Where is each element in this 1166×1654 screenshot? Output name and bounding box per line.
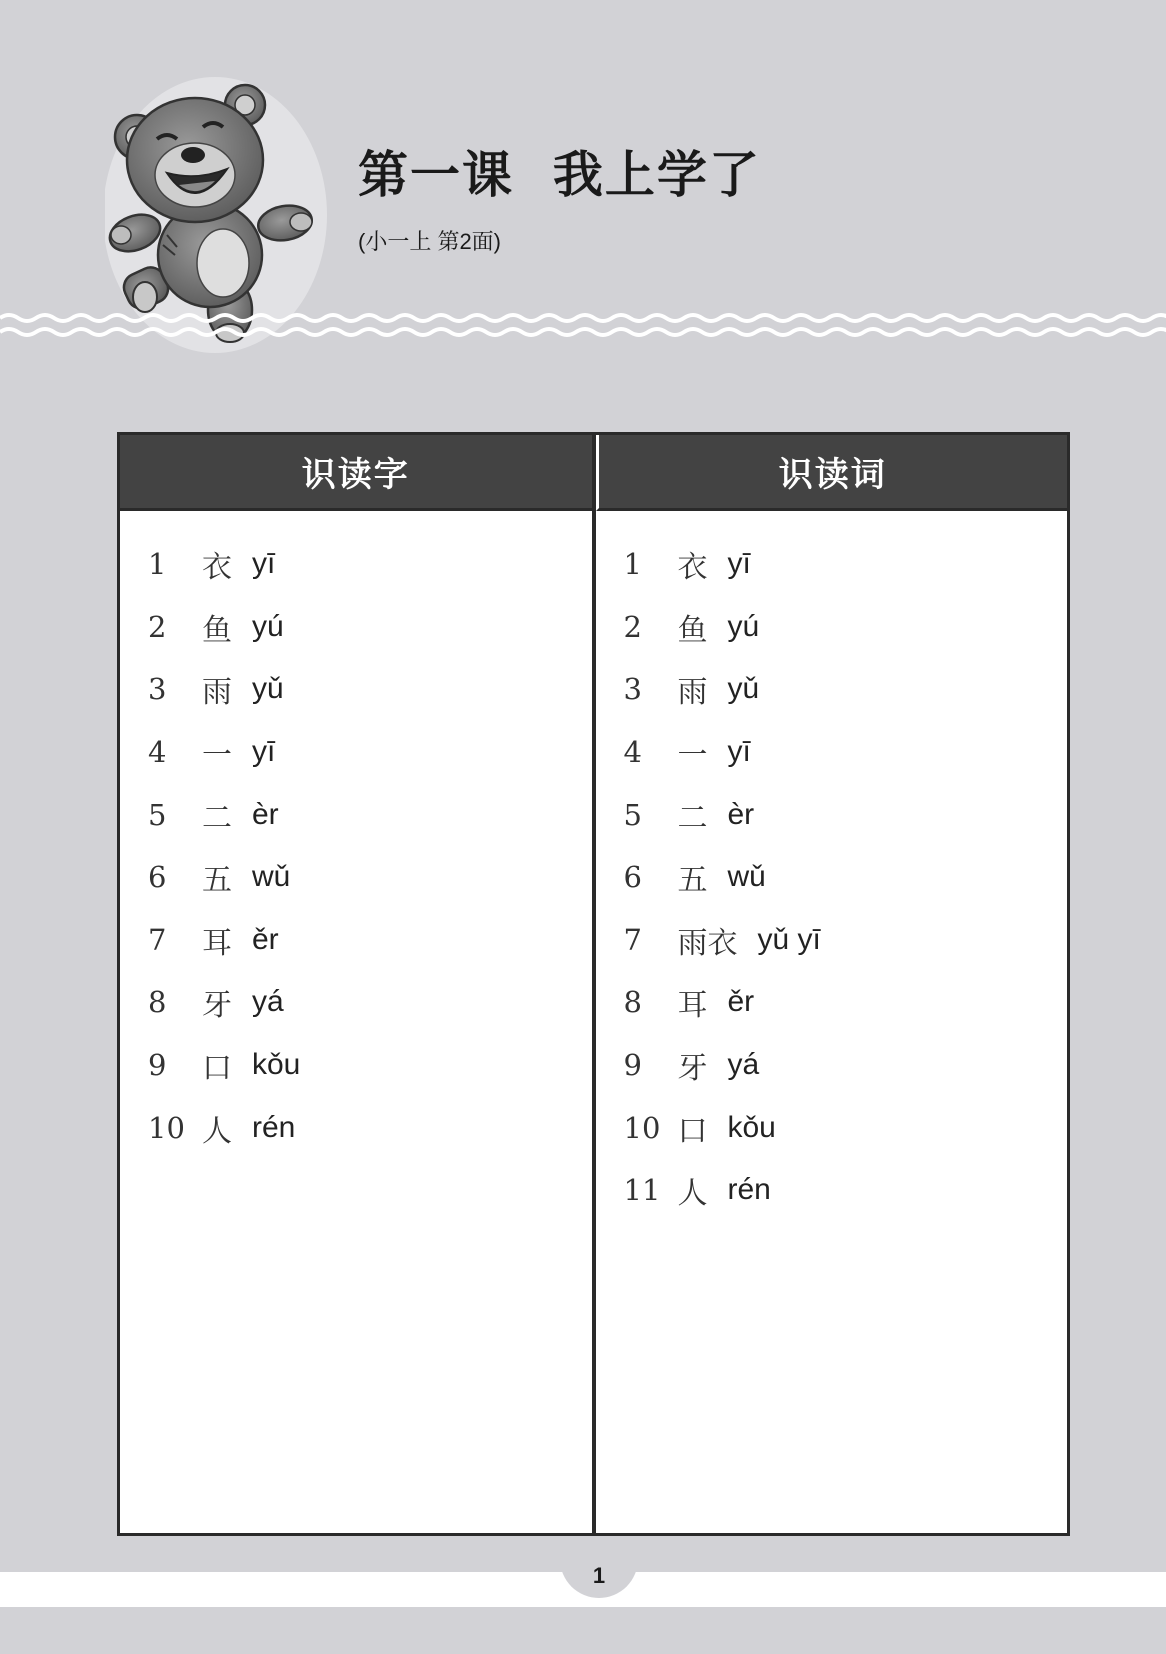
list-item (624, 909, 1068, 972)
item-character: 口 (677, 1113, 708, 1149)
item-pinyin: yī (727, 547, 751, 581)
item-number: 10 (148, 1110, 185, 1145)
item-pinyin: wǔ (252, 860, 291, 894)
list-item (148, 658, 592, 721)
item-character: 雨 (677, 675, 708, 711)
wavy-divider (0, 308, 1166, 348)
item-pinyin: èr (727, 797, 755, 831)
item-number: 6 (148, 860, 167, 895)
item-character: 衣 (677, 550, 708, 586)
item-number: 8 (148, 985, 167, 1020)
left-column (120, 435, 592, 1533)
item-character: 鱼 (202, 612, 232, 648)
item-character: 耳 (677, 988, 708, 1024)
item-pinyin: ěr (252, 922, 279, 956)
item-number: 6 (623, 860, 642, 895)
item-number: 9 (623, 1048, 642, 1083)
list-item (148, 596, 592, 659)
page-number: 1 (560, 1553, 638, 1598)
item-pinyin: wǔ (727, 860, 766, 894)
item-pinyin: èr (252, 797, 279, 831)
item-number: 1 (623, 547, 642, 582)
item-pinyin: kǒu (252, 1048, 301, 1082)
item-character: 二 (202, 800, 232, 836)
item-pinyin: yá (252, 985, 284, 1019)
item-pinyin: kǒu (727, 1110, 776, 1144)
list-item (624, 783, 1068, 846)
item-number: 10 (623, 1110, 661, 1145)
item-character: 二 (677, 800, 708, 836)
list-item (624, 1159, 1068, 1222)
item-number: 4 (148, 735, 167, 770)
list-item (148, 1096, 592, 1159)
list-item (148, 1034, 592, 1097)
item-number: 2 (623, 609, 642, 644)
item-pinyin: yá (727, 1048, 760, 1082)
list-item (148, 971, 592, 1034)
list-item (624, 1034, 1068, 1097)
right-column-heading: 识读词 (596, 435, 1068, 511)
list-item (148, 533, 592, 596)
item-pinyin: yú (252, 609, 284, 643)
item-character: 一 (677, 738, 708, 774)
item-pinyin: yǔ (727, 672, 760, 706)
list-item (624, 1096, 1068, 1159)
item-character: 牙 (677, 1051, 708, 1087)
item-character: 五 (202, 863, 232, 899)
item-number: 3 (148, 672, 167, 707)
item-number: 1 (148, 547, 167, 582)
list-item (148, 846, 592, 909)
right-column (592, 435, 1068, 1533)
item-character: 牙 (202, 988, 232, 1024)
item-character: 人 (677, 1176, 708, 1212)
right-word-list (596, 511, 1068, 1222)
vocabulary-table (117, 432, 1070, 1536)
item-character: 雨衣 (677, 925, 738, 961)
item-character: 雨 (202, 675, 232, 711)
item-pinyin: yī (252, 547, 276, 581)
list-item (148, 909, 592, 972)
item-character: 口 (202, 1051, 232, 1087)
list-item (624, 533, 1068, 596)
list-item (624, 846, 1068, 909)
item-character: 耳 (202, 925, 232, 961)
item-number: 5 (623, 797, 642, 832)
item-character: 人 (202, 1113, 232, 1149)
list-item (624, 721, 1068, 784)
list-item (624, 596, 1068, 659)
item-character: 衣 (202, 550, 232, 586)
item-number: 9 (148, 1048, 167, 1083)
item-pinyin: yǔ (252, 672, 284, 706)
list-item (148, 783, 592, 846)
list-item (624, 971, 1068, 1034)
lesson-title: 第一课 我上学了 (358, 146, 761, 204)
item-pinyin: yǔ yī (757, 922, 821, 956)
item-pinyin: rén (727, 1173, 771, 1207)
item-pinyin: ěr (727, 985, 755, 1019)
item-number: 8 (623, 985, 642, 1020)
item-number: 3 (623, 672, 642, 707)
item-character: 五 (677, 863, 708, 899)
item-number: 11 (623, 1173, 661, 1208)
item-number: 7 (148, 922, 167, 957)
list-item (148, 721, 592, 784)
list-item (624, 658, 1068, 721)
item-number: 7 (623, 922, 642, 957)
item-pinyin: yú (727, 609, 760, 643)
item-number: 4 (623, 735, 642, 770)
item-number: 2 (148, 609, 167, 644)
left-word-list (120, 511, 592, 1159)
item-character: 一 (202, 738, 232, 774)
left-column-heading: 识读字 (120, 435, 592, 511)
item-character: 鱼 (677, 612, 708, 648)
item-pinyin: yī (252, 735, 276, 769)
item-pinyin: yī (727, 735, 751, 769)
lesson-subtitle: (小一上 第2面) (358, 229, 502, 254)
item-pinyin: rén (252, 1110, 296, 1144)
item-number: 5 (148, 797, 167, 832)
